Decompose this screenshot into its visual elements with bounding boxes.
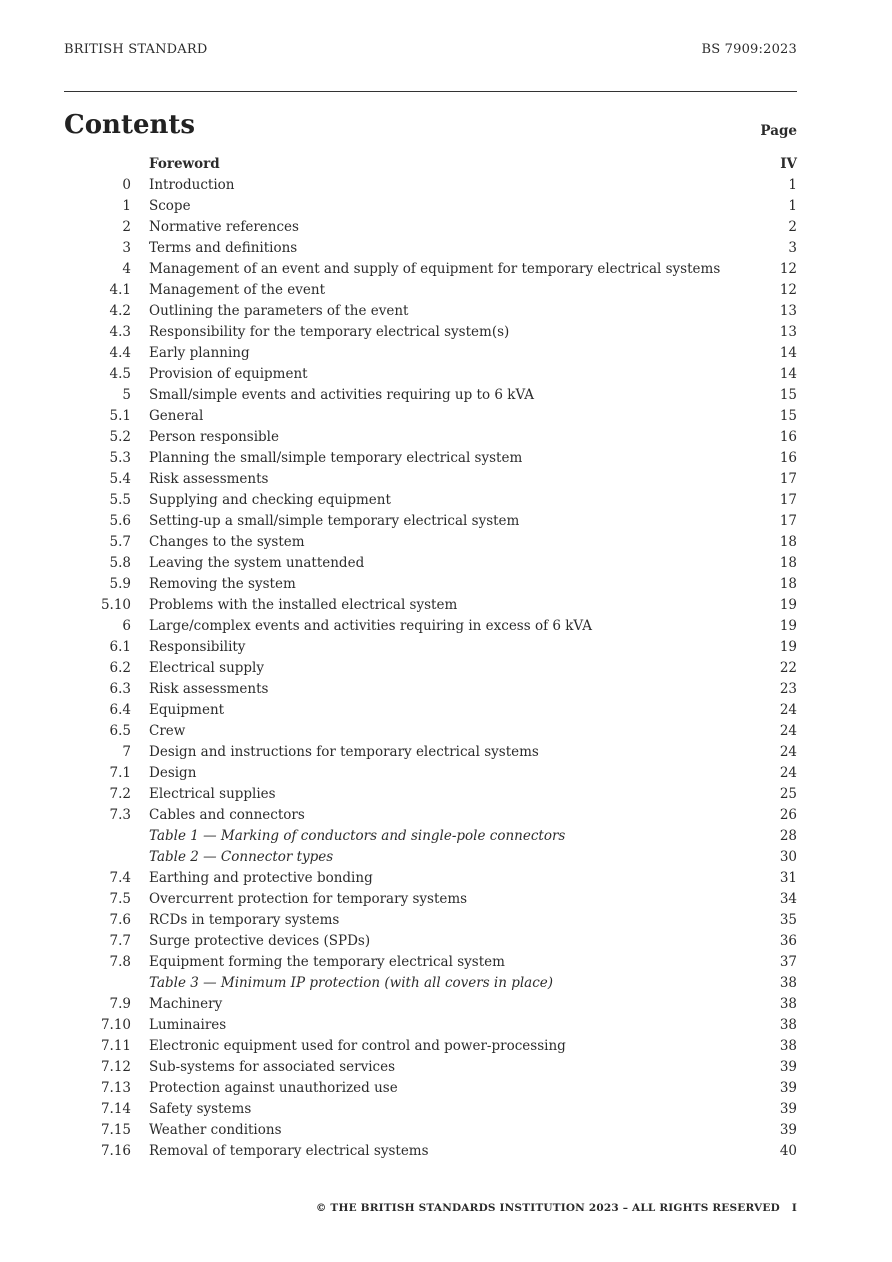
toc-entry-title: RCDs in temporary systems [149,912,340,928]
toc-entry-page: 18 [779,555,797,571]
toc-entry-title: Surge protective devices (SPDs) [149,933,371,949]
toc-entry[interactable] [64,952,797,973]
toc-entry-title: Risk assessments [149,681,269,697]
toc-entry-page: IV [780,156,797,172]
toc-entry-page: 37 [779,954,797,970]
toc-entry-page: 38 [779,996,797,1012]
toc-entry-number: 4.1 [109,282,131,298]
toc-entry-title: Table 2 — Connector types [149,849,334,865]
toc-entry[interactable] [64,1036,797,1057]
footer-copyright: © THE BRITISH STANDARDS INSTITUTION 2023 – ALL RIGHTS RESERVED [315,1202,780,1214]
header-standard-label: BRITISH STANDARD [64,42,208,57]
toc-entry[interactable] [64,322,797,343]
toc-entry-title: Table 1 — Marking of conductors and single-pole connectors [149,828,566,844]
toc-entry-title: Equipment forming the temporary electrical system [149,954,505,970]
toc-entry-title: Electrical supplies [149,786,276,802]
toc-entry-page: 38 [779,1017,797,1033]
toc-entry-title: Electrical supply [149,660,264,676]
toc-entry-number: 6.2 [109,660,131,676]
toc-entry-title: Problems with the installed electrical system [149,597,458,613]
page-footer [316,1202,797,1214]
toc-entry[interactable] [64,742,797,763]
toc-entry-page: 31 [779,870,797,886]
page-column-label: Page [760,123,797,139]
toc-entry-title: Protection against unauthorized use [149,1080,398,1096]
toc-entry[interactable] [64,1078,797,1099]
toc-entry-title: Person responsible [149,429,279,445]
toc-entry-number: 4 [122,261,131,277]
toc-entry-page: 13 [779,324,797,340]
toc-entry[interactable] [64,574,797,595]
toc-entry[interactable] [64,973,797,994]
toc-entry-number: 4.4 [109,345,131,361]
toc-entry-number: 5 [122,387,131,403]
toc-entry-number: 5.2 [109,429,131,445]
footer-page-number: I [791,1202,797,1214]
toc-entry[interactable] [64,343,797,364]
toc-entry-page: 1 [788,198,797,214]
toc-entry-page: 16 [779,450,797,466]
toc-entry-page: 18 [779,576,797,592]
toc-entry-title: Design [149,765,197,781]
toc-entry[interactable] [64,1141,797,1162]
toc-entry-number: 5.10 [100,597,131,613]
toc-entry[interactable] [64,553,797,574]
toc-entry-number: 7.11 [100,1038,131,1054]
toc-entry-number: 4.5 [109,366,131,382]
toc-entry-title: Removal of temporary electrical systems [149,1143,429,1159]
toc-entry-title: Luminaires [149,1017,227,1033]
toc-entry-page: 30 [779,849,797,865]
toc-entry-number: 7 [122,744,131,760]
toc-entry-number: 7.12 [100,1059,131,1075]
toc-entry-title: Cables and connectors [149,807,305,823]
header-standard-number: BS 7909:2023 [701,42,797,57]
toc-entry-title: Table 3 — Minimum IP protection (with all covers in place) [149,975,554,991]
toc-entry-number: 6.4 [109,702,131,718]
toc-entry[interactable] [64,700,797,721]
toc-entry-title: Sub-systems for associated services [149,1059,396,1075]
toc-entry-title: General [149,408,204,424]
toc-entry[interactable] [64,1057,797,1078]
toc-entry-number: 5.9 [109,576,131,592]
toc-entry-title: Planning the small/simple temporary electrical system [149,450,523,466]
toc-entry[interactable] [64,280,797,301]
toc-entry-page: 19 [779,639,797,655]
toc-entry-page: 35 [779,912,797,928]
toc-entry-number: 0 [122,177,131,193]
toc-entry-title: Large/complex events and activities requiring in excess of 6 kVA [149,618,593,634]
toc-entry[interactable] [64,259,797,280]
toc-entry-number: 6.1 [109,639,131,655]
toc-entry-page: 16 [779,429,797,445]
toc-entry-page: 13 [779,303,797,319]
toc-entry[interactable] [64,154,797,175]
toc-entry-number: 7.3 [109,807,131,823]
toc-entry-number: 5.6 [109,513,131,529]
toc-entry[interactable] [64,364,797,385]
toc-entry-title: Terms and definitions [149,240,298,256]
toc-entry-title: Crew [149,723,186,739]
toc-entry-page: 39 [779,1059,797,1075]
toc-entry-number: 7.9 [109,996,131,1012]
toc-entry[interactable] [64,511,797,532]
toc-entry-page: 12 [779,261,797,277]
toc-entry-page: 15 [779,408,797,424]
toc-entry[interactable] [64,301,797,322]
toc-entry-page: 15 [779,387,797,403]
toc-entry-number: 7.6 [109,912,131,928]
toc-entry[interactable] [64,448,797,469]
toc-entry[interactable] [64,805,797,826]
toc-entry-number: 7.16 [100,1143,131,1159]
toc-entry-page: 17 [779,471,797,487]
toc-entry-page: 24 [779,702,797,718]
toc-entry-title: Risk assessments [149,471,269,487]
toc-entry[interactable] [64,847,797,868]
toc-entry-title: Overcurrent protection for temporary systems [149,891,468,907]
toc-entry-page: 23 [779,681,797,697]
toc-entry-page: 19 [779,597,797,613]
toc-entry-number: 5.1 [109,408,131,424]
toc-entry-number: 7.13 [100,1080,131,1096]
toc-entry-title: Responsibility for the temporary electrical system(s) [149,324,510,340]
toc-entry-page: 34 [779,891,797,907]
toc-entry[interactable] [64,616,797,637]
toc-entry[interactable] [64,1120,797,1141]
toc-entry[interactable] [64,721,797,742]
toc-entry-title: Normative references [149,219,299,235]
toc-entry-title: Early planning [149,345,250,361]
toc-entry-title: Equipment [149,702,225,718]
toc-entry-page: 1 [788,177,797,193]
toc-entry-page: 24 [779,723,797,739]
toc-entry-page: 19 [779,618,797,634]
toc-entry-title: Management of the event [149,282,325,298]
toc-entry[interactable] [64,763,797,784]
toc-entry-number: 4.3 [109,324,131,340]
toc-entry[interactable] [64,532,797,553]
toc-entry-number: 2 [122,219,131,235]
toc-entry-number: 5.8 [109,555,131,571]
toc-entry-title: Foreword [149,156,220,172]
toc-entry[interactable] [64,427,797,448]
toc-entry-number: 5.5 [109,492,131,508]
toc-entry-page: 18 [779,534,797,550]
toc-entry-number: 5.7 [109,534,131,550]
toc-entry[interactable] [64,931,797,952]
toc-entry-number: 4.2 [109,303,131,319]
header-rule [64,91,797,92]
toc-entry-number: 6.5 [109,723,131,739]
toc-entry-number: 7.4 [109,870,131,886]
toc-entry-title: Management of an event and supply of equipment for temporary electrical systems [149,261,721,277]
toc-entry-page: 2 [788,219,797,235]
toc-entry[interactable] [64,175,797,196]
toc-entry-number: 5.4 [109,471,131,487]
toc-entry-page: 38 [779,975,797,991]
toc-entry[interactable] [64,994,797,1015]
toc-entry-number: 7.2 [109,786,131,802]
toc-entry-page: 17 [779,492,797,508]
toc-entry[interactable] [64,238,797,259]
toc-entry[interactable] [64,679,797,700]
toc-entry-page: 25 [779,786,797,802]
toc-entry-number: 7.8 [109,954,131,970]
toc-entry-number: 6 [122,618,131,634]
toc-entry-title: Small/simple events and activities requiring up to 6 kVA [149,387,535,403]
toc-entry[interactable] [64,889,797,910]
toc-entry[interactable] [64,826,797,847]
toc-entry-page: 39 [779,1080,797,1096]
toc-entry-page: 14 [779,366,797,382]
toc-entry-page: 24 [779,744,797,760]
toc-entry-page: 39 [779,1122,797,1138]
toc-entry-title: Earthing and protective bonding [149,870,373,886]
toc-entry-title: Changes to the system [149,534,305,550]
toc-entry-title: Supplying and checking equipment [149,492,391,508]
toc-entry[interactable] [64,217,797,238]
page-title: Contents [64,110,196,140]
toc-entry-title: Design and instructions for temporary electrical systems [149,744,539,760]
toc-entry-page: 17 [779,513,797,529]
toc-entry-title: Provision of equipment [149,366,308,382]
toc-entry-title: Removing the system [149,576,296,592]
toc-entry[interactable] [64,1015,797,1036]
toc-entry[interactable] [64,469,797,490]
toc-entry-page: 12 [779,282,797,298]
toc-entry[interactable] [64,1099,797,1120]
toc-entry-number: 7.15 [100,1122,131,1138]
toc-entry[interactable] [64,595,797,616]
toc-entry-page: 40 [779,1143,797,1159]
toc-entry-page: 28 [779,828,797,844]
toc-entry-number: 7.10 [100,1017,131,1033]
toc-entry-title: Outlining the parameters of the event [149,303,409,319]
toc-entry-title: Safety systems [149,1101,252,1117]
toc-entry[interactable] [64,784,797,805]
toc-entry-number: 7.1 [109,765,131,781]
toc-entry-title: Introduction [149,177,235,193]
toc-entry-page: 3 [788,240,797,256]
toc-entry-number: 7.7 [109,933,131,949]
toc-entry-number: 7.14 [100,1101,131,1117]
toc-entry[interactable] [64,868,797,889]
toc-entry-page: 26 [779,807,797,823]
toc-entry-title: Responsibility [149,639,246,655]
toc-entry[interactable] [64,637,797,658]
toc-entry-page: 36 [779,933,797,949]
toc-entry-number: 1 [122,198,131,214]
toc-entry[interactable] [64,406,797,427]
table-of-contents [64,154,797,1162]
toc-entry-number: 3 [122,240,131,256]
toc-entry[interactable] [64,658,797,679]
toc-entry-number: 5.3 [109,450,131,466]
toc-entry-page: 14 [779,345,797,361]
toc-entry[interactable] [64,196,797,217]
toc-entry-title: Electronic equipment used for control and power-processing [149,1038,566,1054]
toc-entry[interactable] [64,490,797,511]
toc-entry[interactable] [64,385,797,406]
toc-entry[interactable] [64,910,797,931]
toc-entry-page: 22 [779,660,797,676]
toc-entry-title: Weather conditions [149,1122,282,1138]
toc-entry-title: Scope [149,198,191,214]
toc-entry-page: 24 [779,765,797,781]
toc-entry-title: Leaving the system unattended [149,555,365,571]
toc-entry-title: Machinery [149,996,223,1012]
page-header [64,42,797,62]
toc-entry-number: 7.5 [109,891,131,907]
toc-entry-number: 6.3 [109,681,131,697]
toc-entry-page: 38 [779,1038,797,1054]
toc-entry-title: Setting-up a small/simple temporary electrical system [149,513,520,529]
toc-entry-page: 39 [779,1101,797,1117]
